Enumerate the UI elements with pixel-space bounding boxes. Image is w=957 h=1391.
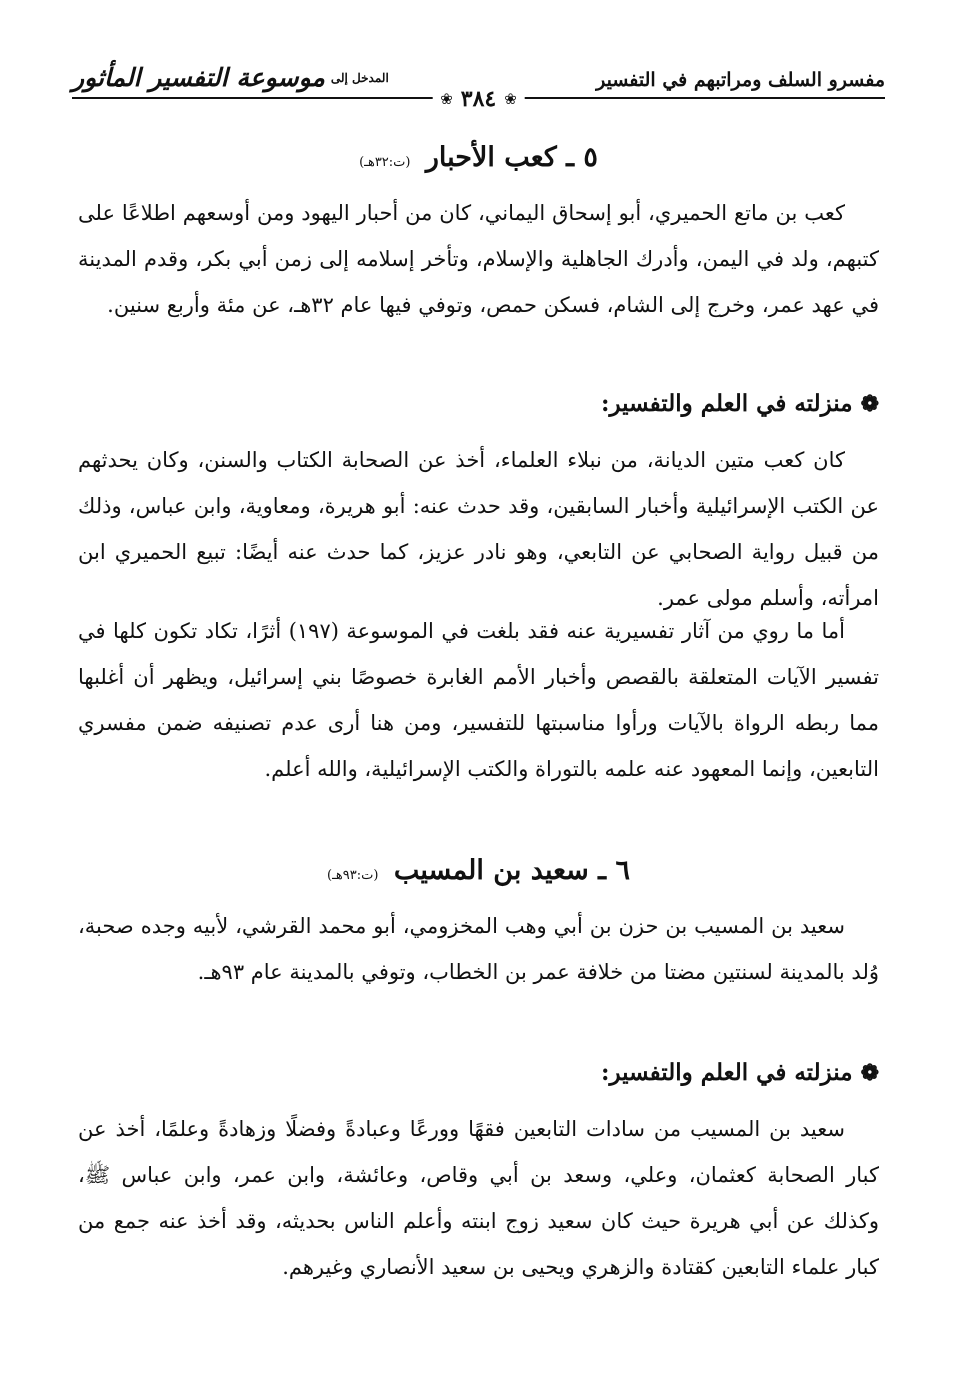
section-title: ٥ ـ كعب الأحبار <box>425 142 598 173</box>
paragraph-text: كان كعب متين الديانة، من نبلاء العلماء، أخذ عن الصحابة الكتاب والسنن، وكان يحدثهم عن الكتب الإسرائيلية وأخبار السابقين، وقد حدث عنه: أبو هريرة، ومعاوية، وابن عباس، وذلك من قبيل رواية الصحابي عن التابعي، وهو نادر عزيز، كما حدث عنه أيضًا: تبيع الحميري ابن امرأته، وأسلم مولى عمر. <box>78 448 879 610</box>
section-title: ٦ ـ سعيد بن المسيب <box>393 855 630 886</box>
paragraph-text: أما ما روي من آثار تفسيرية عنه فقد بلغت في الموسوعة (١٩٧) أثرًا، تكاد تكون كلها في تفسير الآيات المتعلقة بالقصص وأخبار الأمم الغابرة خصوصًا بني إسرائيل، ويظهر أن أغلبها مما ربطه الرواة بالآيات ورأوا مناسبتها للتفسير، ومن هنا أرى عدم تصنيفه ضمن مفسري التابعين، وإنما المعهود عنه علمه بالتوراة والكتب الإسرائيلية، والله أعلم. <box>78 619 879 781</box>
page-number: ٣٨٤ <box>460 86 497 112</box>
subsection-title: منزلته في العلم والتفسير: <box>601 1059 853 1086</box>
flower-icon: ❁ <box>860 1059 879 1086</box>
subsection-heading <box>601 1059 879 1086</box>
body-paragraph <box>78 437 879 621</box>
page-number-box <box>432 86 525 112</box>
death-date: (ت:٩٣هـ) <box>327 868 379 883</box>
section-heading <box>0 142 957 173</box>
book-title <box>72 63 389 92</box>
section-heading <box>0 855 957 886</box>
subsection-heading <box>601 390 879 417</box>
biography-paragraph <box>78 190 879 328</box>
paragraph-text: سعيد بن المسيب من سادات التابعين فقهًا وورعًا وعبادةً وفضلًا وزهادةً وعلمًا، أخذ عن كبار الصحابة كعثمان، وعلي، وسعد بن أبي وقاص، وعائشة، وابن عمر، وابن عباس ﷺ، وكذلك عن أبي هريرة حيث كان سعيد زوج ابنته وأعلم الناس بحديثه، وقد أخذ عنه جمع من كبار علماء التابعين كقتادة والزهري ويحيى بن سعيد الأنصاري وغيرهم. <box>78 1117 879 1279</box>
scroll-ornament-icon: ❀ <box>440 89 453 108</box>
body-paragraph <box>78 1106 879 1290</box>
flower-icon: ❁ <box>860 390 879 417</box>
book-title-main: موسوعة التفسير المأثور <box>72 63 325 92</box>
chapter-title: مفسرو السلف ومراتبهم في التفسير <box>596 69 885 91</box>
book-title-prefix: المدخل إلى <box>330 70 389 85</box>
body-paragraph <box>78 608 879 792</box>
biography-paragraph <box>78 903 879 995</box>
biography-text: كعب بن ماتع الحميري، أبو إسحاق اليماني، كان من أحبار اليهود ومن أوسعهم اطلاعًا على كتبهم، ولد في اليمن، وأدرك الجاهلية والإسلام، وتأخر إسلامه إلى زمن أبي بكر، وقدم المدينة في عهد عمر، وخرج إلى الشام، فسكن حمص، وتوفي فيها عام ٣٢هـ، عن مئة وأربع سنين. <box>78 201 879 317</box>
subsection-title: منزلته في العلم والتفسير: <box>601 390 853 417</box>
scroll-ornament-icon: ❀ <box>504 89 517 108</box>
death-date: (ت:٣٢هـ) <box>359 155 411 170</box>
biography-text: سعيد بن المسيب بن حزن بن أبي وهب المخزومي، أبو محمد القرشي، لأبيه وجده صحبة، وُلد بالمدينة لسنتين مضتا من خلافة عمر بن الخطاب، وتوفي بالمدينة عام ٩٣هـ. <box>78 914 879 984</box>
